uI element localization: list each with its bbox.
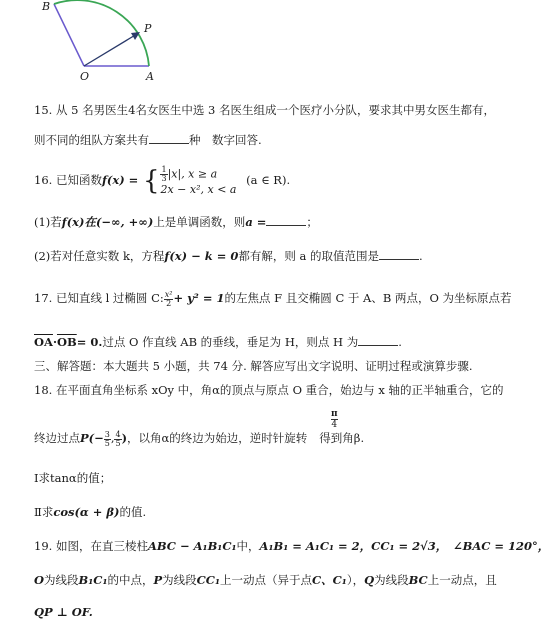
q18-part1-text: Ⅰ求tanα的值；: [34, 471, 112, 485]
q19-line3: [34, 605, 93, 619]
q18-text2c: ，以角α的终边为始边，逆时针旋转: [127, 431, 308, 445]
sector-figure: [34, 0, 174, 90]
q16-p1-d: a =: [245, 215, 267, 229]
q18-frac-y: $\frac{4}{5}$: [115, 429, 121, 448]
q16-part2: [34, 248, 423, 264]
q19-text1a: 19. 如图，在直三棱柱: [34, 539, 148, 553]
section-3-text: 三、解答题：本大题共 5 小题，共 74 分. 解答应写出文字说明、证明过程或演算步骤.: [34, 359, 473, 373]
q16-p2-blank[interactable]: [379, 249, 419, 260]
label-A: A: [146, 70, 154, 83]
q16-fx: f(x) =: [101, 173, 139, 187]
q18-text1: 18. 在平面直角坐标系 xOy 中，角α的顶点与原点 O 重合，始边与 x 轴的正半轴重合，它的: [34, 383, 504, 397]
arrow-OP: [84, 34, 137, 66]
q16-p1-b: f(x)在(−∞, +∞): [61, 215, 154, 229]
q16-part1: [34, 214, 318, 230]
q17-text1c: 的左焦点 F 且交椭圆 C 于 A、B 两点，O 为坐标原点若: [224, 291, 512, 305]
q18-line2: 终边过点P(− $\frac{3}{5}$ , $\frac{4}{5}$ )，以角α的终边为始边，逆时针旋转 得到角β.: [34, 429, 365, 448]
q16-p1-a: (1)若: [34, 215, 62, 229]
q18-text2d: 得到角β.: [319, 431, 365, 445]
section-3-heading: [34, 358, 473, 374]
q16-frac: $\frac{1}{3}$: [161, 165, 167, 183]
q15-answer-blank[interactable]: [149, 133, 189, 144]
q17-dot: ·: [52, 335, 57, 349]
q16-case1: $\frac{1}{3}$ |x|, x ≥ a: [161, 165, 218, 183]
q16-p1-blank[interactable]: [266, 215, 306, 226]
q19-prism: ABC − A₁B₁C₁: [147, 539, 237, 553]
q18-frac-x: $\frac{3}{5}$: [104, 429, 110, 448]
q16-p1-c: 上是单调函数，则: [153, 215, 246, 229]
q15-text2b: 种 数字回答.: [189, 133, 262, 147]
q19-conditions: A₁B₁ = A₁C₁ = 2，CC₁ = 2√3， ∠BAC = 120°，: [259, 539, 550, 553]
q16-p2-b: f(x) − k = 0: [164, 249, 239, 263]
q16-case2: 2x − x², x < a: [160, 183, 237, 196]
q18-part2-c: 的值.: [119, 505, 147, 519]
q16-cases: [160, 166, 236, 196]
q16-brace: {: [142, 166, 160, 196]
label-B: B: [42, 0, 51, 13]
q15-text2a: 则不同的组队方案共有: [34, 133, 149, 147]
edge-OB: [54, 4, 84, 66]
q17-line2: [34, 334, 402, 350]
q19-text1c: 中，: [236, 539, 260, 553]
q18-text2a: 终边过点: [34, 431, 80, 445]
q16-lead: 16. 已知函数: [34, 173, 102, 187]
q17-text2d: 过点 O 作直线 AB 的垂线，垂足为 H，则点 H 为: [102, 335, 359, 349]
q19-line2: O为线段B₁C₁的中点，P为线段CC₁上一动点（异于点C、C₁），Q为线段BC上一动点，且: [34, 573, 497, 587]
label-P: P: [144, 22, 152, 35]
q16-p2-c: 都有解，则 a 的取值范围是: [238, 249, 380, 263]
q17-text2e: .: [398, 335, 402, 349]
q18-part1: [34, 470, 111, 486]
q15-text1: 15. 从 5 名男医生4名女医生中选 3 名医生组成一个医疗小分队，要求其中男女医生都有，: [34, 103, 496, 117]
q16-function-line: [34, 166, 290, 196]
q17-blank[interactable]: [358, 335, 398, 346]
q16-p2-d: .: [419, 249, 423, 263]
q17-text1b: + y² = 1: [173, 291, 225, 305]
label-O: O: [80, 70, 90, 83]
q17-line1: [34, 290, 512, 308]
q19-perp: QP ⊥ OF.: [34, 605, 93, 619]
q18-line1: [34, 382, 503, 398]
q18-part2-a: Ⅱ求: [34, 505, 54, 519]
q16-p1-e: ；: [306, 215, 318, 229]
q17-text1a: 17. 已知直线 l 过椭圆 C:: [34, 291, 164, 305]
q17-frac: $\frac{\text{x²}}{2}$: [164, 289, 173, 308]
q18-rotation-fraction: π 4: [331, 409, 338, 430]
q15-line2: [34, 132, 262, 148]
q18-point-P: P(−: [80, 431, 104, 445]
q17-vec-OB: $\overline{OB}$: [56, 335, 77, 349]
q17-eq0: = 0.: [76, 335, 103, 349]
q18-part2: [34, 504, 146, 520]
q16-condition: (a ∈ R).: [246, 173, 291, 187]
q17-vec-OA: $\overline{OA}$: [34, 335, 53, 349]
q15-line1: [34, 102, 495, 118]
q19-line1: [34, 538, 549, 554]
q16-p2-a: (2)若对任意实数 k，方程: [34, 249, 165, 263]
q18-part2-b: cos(α + β): [53, 505, 120, 519]
